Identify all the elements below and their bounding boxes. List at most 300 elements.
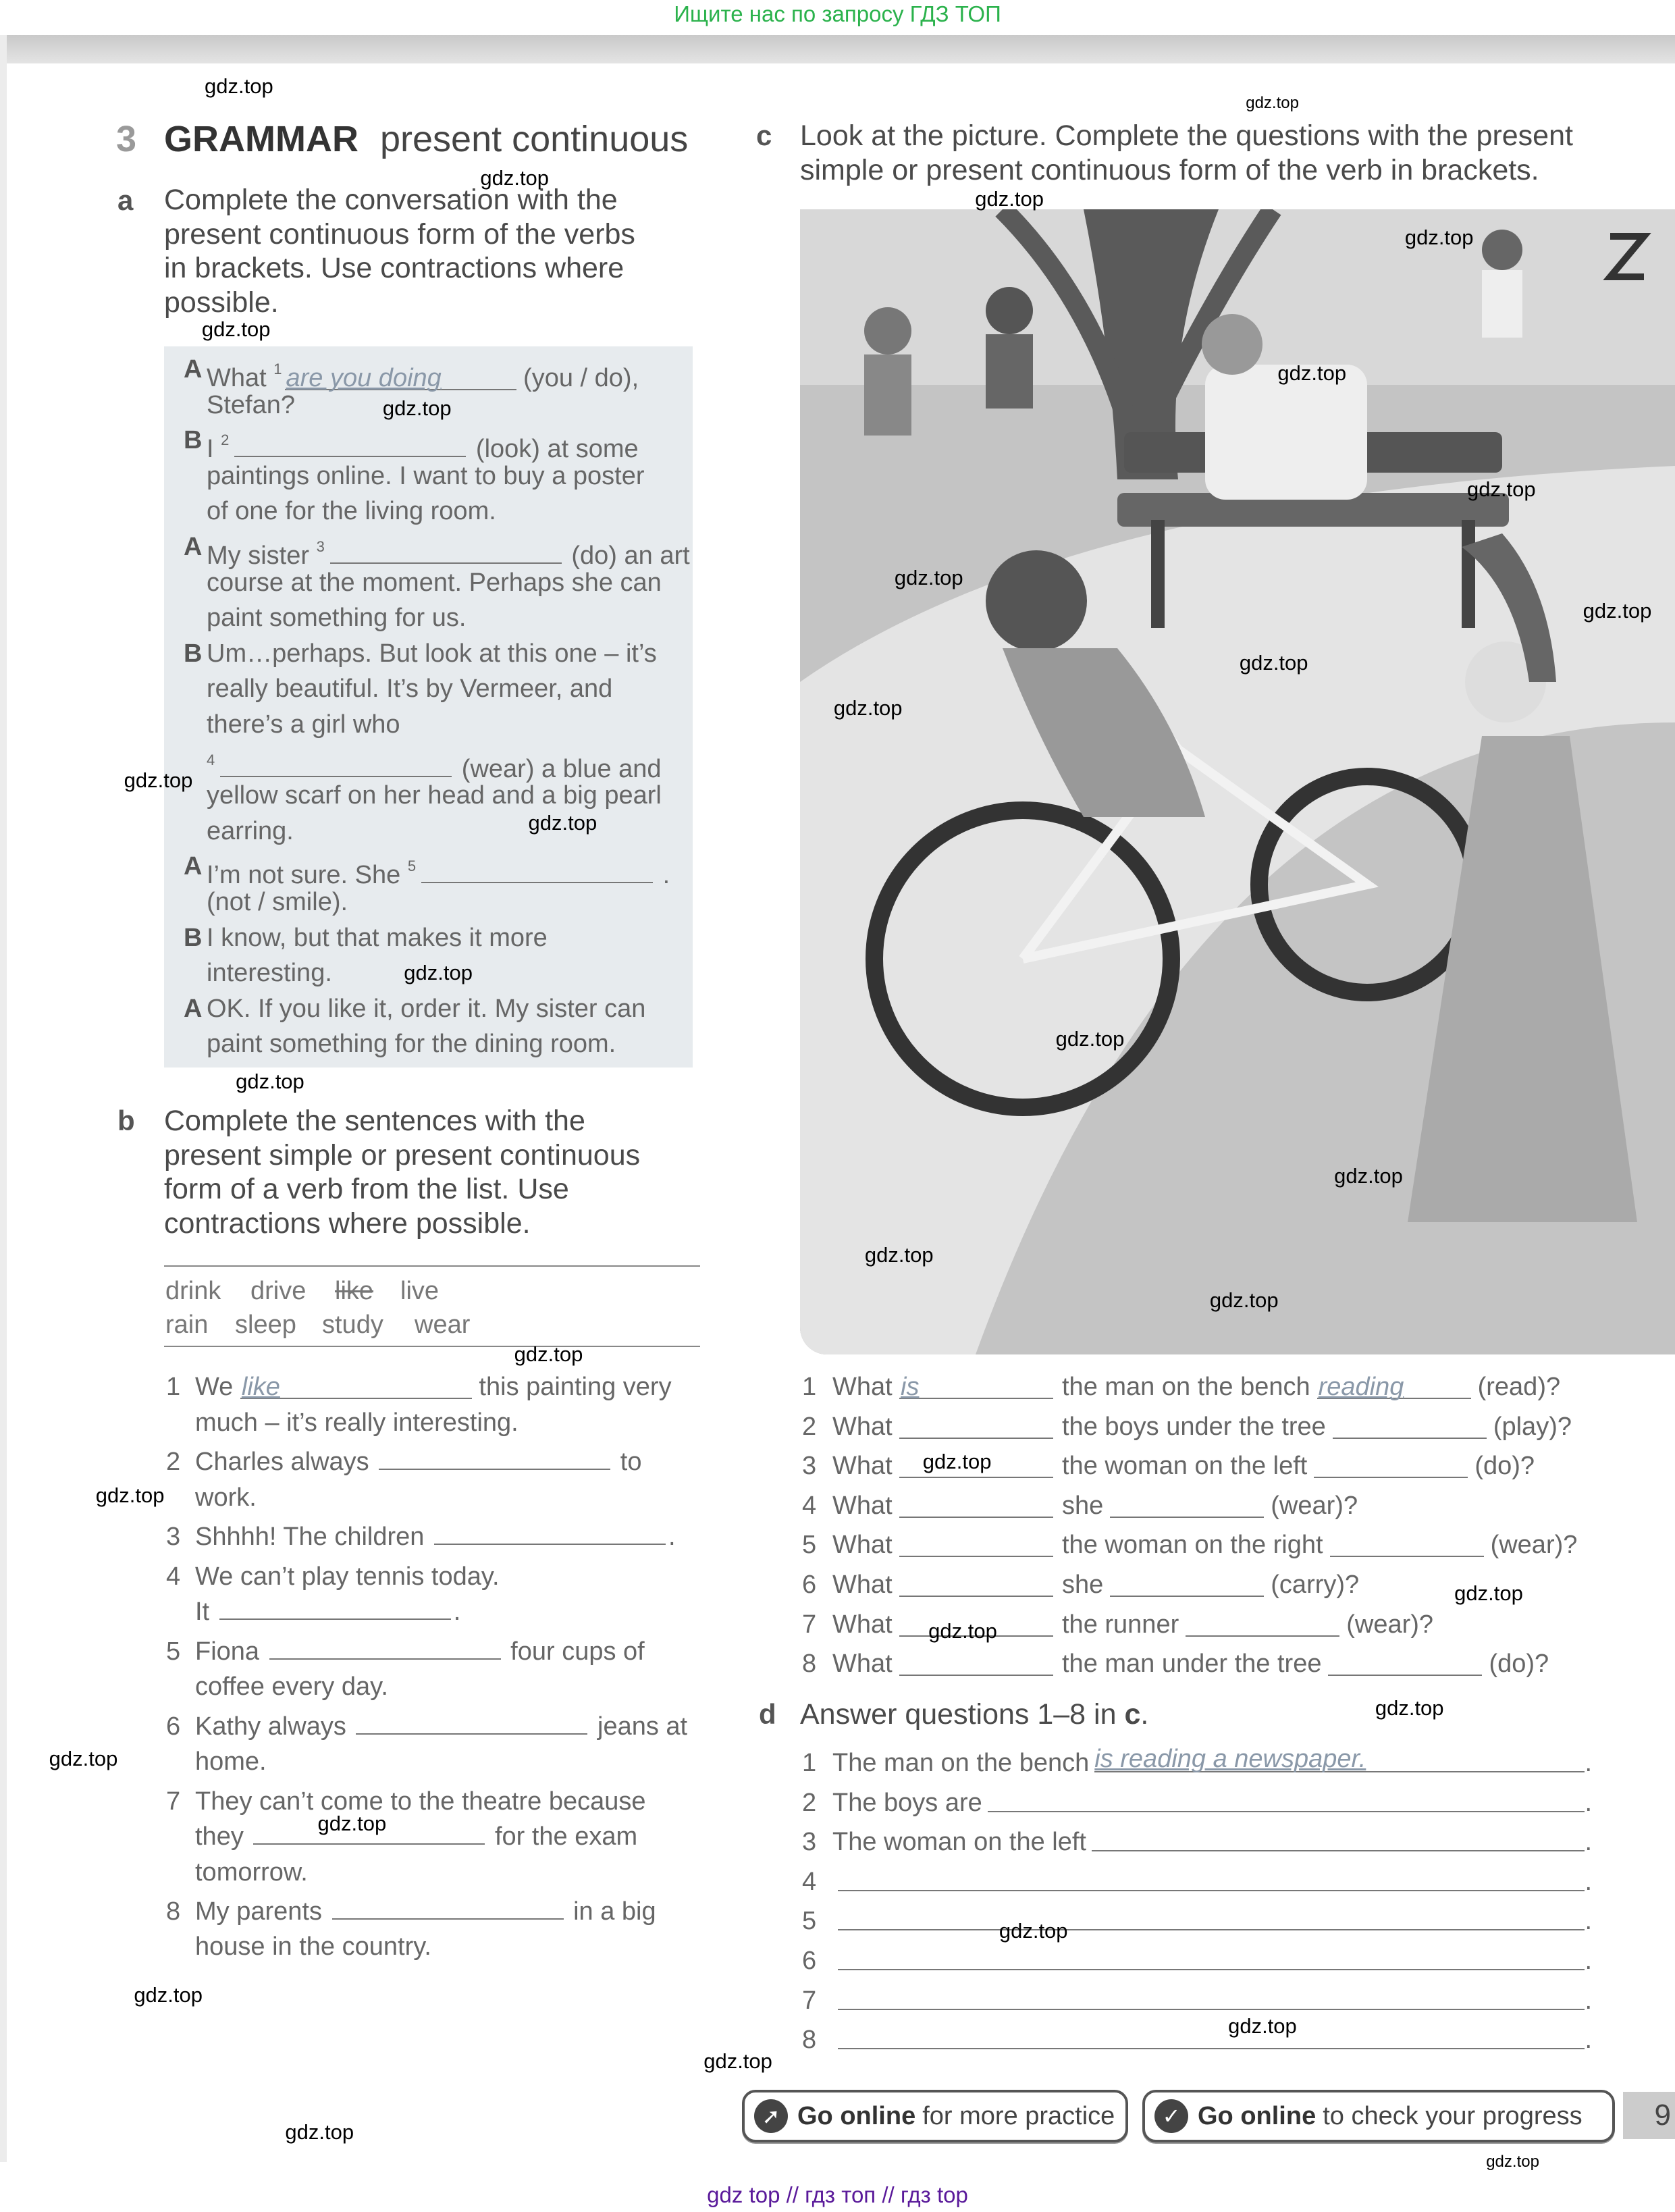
question-word: What xyxy=(832,1650,893,1679)
sentence-text xyxy=(195,1822,637,1851)
text-segment: this painting very xyxy=(471,1373,672,1401)
word-list-item: study xyxy=(322,1311,383,1339)
go-online-progress-button[interactable] xyxy=(1142,2090,1615,2142)
watermark: gdz.top xyxy=(703,2049,772,2074)
sentence-text xyxy=(195,1932,431,1961)
text-segment: What xyxy=(207,364,274,392)
sentence-text xyxy=(195,1897,656,1926)
word-list-bottom-rule xyxy=(164,1346,700,1347)
watermark: gdz.top xyxy=(404,960,473,984)
text-segment: Charles always xyxy=(195,1448,377,1476)
word-list-item: sleep xyxy=(235,1311,296,1339)
watermark: gdz.top xyxy=(317,1812,387,1836)
answer-text xyxy=(899,1531,901,1559)
text-segment: . xyxy=(453,1598,461,1626)
sentence-line xyxy=(166,1405,519,1440)
sentence-line xyxy=(166,1894,656,1929)
text-segment: Kathy always xyxy=(195,1712,354,1741)
bottom-links[interactable]: gdz top // гдз топ // гдз top xyxy=(707,2182,968,2207)
answer-row xyxy=(802,1983,1592,2018)
sentence-text xyxy=(195,1523,676,1551)
dialogue-line xyxy=(184,991,645,1026)
sentence-line xyxy=(166,1819,637,1854)
answer-blank[interactable] xyxy=(379,1446,610,1470)
exercise-c-instructions xyxy=(800,119,1573,187)
exercise-c-letter: c xyxy=(756,120,772,151)
speaker-label: A xyxy=(184,994,203,1023)
period: . xyxy=(1585,2026,1592,2055)
sentence-text xyxy=(195,1373,672,1401)
period: . xyxy=(1585,1986,1592,2015)
sentence-number: 2 xyxy=(166,1448,181,1476)
answer-blank[interactable] xyxy=(1314,1454,1468,1478)
answer-blank[interactable] xyxy=(1110,1573,1264,1597)
question-subject: the runner xyxy=(1062,1610,1179,1639)
text-segment: We can’t play tennis today. xyxy=(195,1562,500,1591)
answer-blank[interactable] xyxy=(332,1895,564,1920)
text-segment: paint something for us. xyxy=(207,604,467,633)
sentence-line xyxy=(166,1444,641,1479)
sentence-line xyxy=(166,1480,257,1515)
answer-row xyxy=(802,1943,1592,1978)
answer-blank[interactable] xyxy=(899,1494,1053,1518)
answer-line[interactable] xyxy=(838,1864,1585,1891)
watermark: gdz.top xyxy=(1239,651,1308,675)
question-number: 5 xyxy=(802,1531,817,1560)
answer-prefix: The boys are xyxy=(832,1788,982,1817)
dialogue-line xyxy=(184,388,295,423)
sentence-line xyxy=(166,1709,687,1744)
answer-line[interactable] xyxy=(838,1983,1585,2010)
word-list-item-crossed: like xyxy=(335,1277,374,1305)
question-rest xyxy=(1062,1448,1535,1483)
page-top-bar xyxy=(7,35,1675,63)
question-number: 2 xyxy=(802,1412,817,1441)
exercise-a-instructions xyxy=(164,183,635,319)
text-segment: four cups of xyxy=(503,1637,645,1666)
answer-number: 3 xyxy=(802,1828,817,1857)
question-subject: the man on the bench xyxy=(1062,1373,1310,1401)
watermark: gdz.top xyxy=(1583,598,1652,623)
answer-blank[interactable] xyxy=(330,539,562,564)
question-word: What xyxy=(832,1531,893,1560)
park-illustration xyxy=(800,209,1675,1354)
watermark: gdz.top xyxy=(480,165,550,190)
speaker-label: A xyxy=(184,355,203,384)
instruction-line: contractions where possible. xyxy=(164,1207,531,1240)
question-word: What xyxy=(832,1571,893,1599)
period: . xyxy=(1585,1947,1592,1975)
answer-field[interactable]: are you doing xyxy=(285,366,516,390)
sentence-line xyxy=(166,1929,431,1964)
answer-text xyxy=(1314,1452,1315,1480)
answer-row xyxy=(802,1824,1592,1860)
text-segment: paintings online. I want to buy a poster xyxy=(207,461,645,490)
text-segment: of one for the living room. xyxy=(207,497,496,526)
watermark: gdz.top xyxy=(134,1982,203,2007)
answer-blank[interactable] xyxy=(1186,1612,1339,1637)
page-edge xyxy=(0,35,7,2162)
instruction-line: in brackets. Use contractions where xyxy=(164,252,624,284)
text-segment: in a big xyxy=(566,1897,656,1926)
dialogue-line xyxy=(184,920,548,955)
watermark: gdz.top xyxy=(1334,1164,1403,1188)
verb-hint: (do)? xyxy=(1474,1452,1535,1481)
answer-line[interactable] xyxy=(838,2022,1585,2049)
answer-text: reading xyxy=(1318,1373,1404,1401)
item-number: 5 xyxy=(407,858,417,875)
sentence-line xyxy=(166,1784,646,1819)
item-number: 3 xyxy=(316,538,325,555)
question-number: 1 xyxy=(802,1373,817,1401)
watermark: gdz.top xyxy=(1404,225,1474,249)
text-segment: I know, but that makes it more xyxy=(207,923,548,952)
watermark: gdz.top xyxy=(1486,2152,1539,2171)
dialogue-line xyxy=(184,955,332,991)
answer-text xyxy=(899,1610,901,1639)
dialogue-text xyxy=(207,781,662,810)
text-segment: Stefan? xyxy=(207,390,295,419)
answer-blank[interactable] xyxy=(1110,1494,1264,1518)
question-number: 7 xyxy=(802,1610,817,1639)
instruction-line: Complete the conversation with the xyxy=(164,184,618,216)
word-list-item: wear xyxy=(415,1311,471,1339)
text-segment: house in the country. xyxy=(195,1932,431,1961)
instruction-line: present continuous form of the verbs xyxy=(164,217,635,251)
word-list-top-rule xyxy=(164,1265,700,1267)
text-segment: I’m not sure. She xyxy=(207,861,408,890)
instruction-line: present simple or present continuous xyxy=(164,1138,641,1171)
text-segment: yellow scarf on her head and a big pearl xyxy=(207,781,662,810)
question-rest xyxy=(1062,1488,1358,1523)
answer-text xyxy=(1328,1650,1329,1678)
word-list-item: drink xyxy=(165,1277,221,1305)
search-banner[interactable]: Ищите нас по запросу ГДЗ ТОП xyxy=(674,1,1001,26)
instruction-bold: c xyxy=(1124,1698,1141,1731)
answer-blank[interactable] xyxy=(356,1710,587,1735)
text-segment: They can’t come to the theatre because xyxy=(195,1787,646,1816)
exercise-d-letter: d xyxy=(759,1698,776,1730)
question-word: What xyxy=(832,1491,893,1520)
sentence-line xyxy=(166,1669,388,1704)
speaker-label: A xyxy=(184,533,203,561)
answer-blank[interactable] xyxy=(899,1533,1053,1557)
go-online-practice-button[interactable] xyxy=(742,2090,1128,2142)
sentence-line xyxy=(166,1744,267,1779)
watermark: gdz.top xyxy=(833,696,903,720)
watermark: gdz.top xyxy=(514,1342,583,1367)
verb-hint: (wear)? xyxy=(1346,1610,1434,1639)
question-word: What xyxy=(832,1373,893,1401)
section-title: GRAMMAR xyxy=(164,119,358,159)
period: . xyxy=(1585,1907,1592,1936)
verb-hint: (read)? xyxy=(1477,1373,1561,1401)
speaker-label: B xyxy=(184,639,203,668)
text-segment: jeans at xyxy=(590,1712,688,1741)
text-segment: home. xyxy=(195,1747,267,1776)
text-segment: much – it’s really interesting. xyxy=(195,1408,519,1437)
dialogue-line xyxy=(184,671,612,706)
question-rest xyxy=(1062,1607,1433,1642)
text-segment: It xyxy=(195,1598,217,1626)
text-segment: OK. If you like it, order it. My sister can xyxy=(207,994,646,1023)
page-number: 9 xyxy=(1623,2092,1675,2139)
answer-blank[interactable] xyxy=(434,1521,666,1545)
text-segment: course at the moment. Perhaps she can xyxy=(207,568,662,597)
sentence-text xyxy=(195,1858,308,1887)
answer-blank[interactable] xyxy=(899,1415,1053,1439)
answer-field[interactable]: like xyxy=(240,1375,472,1399)
sentence-number: 5 xyxy=(166,1637,181,1666)
word-list-item: rain xyxy=(165,1311,209,1339)
watermark: gdz.top xyxy=(382,396,452,421)
dialogue-text xyxy=(207,924,548,952)
answer-text xyxy=(899,1452,901,1480)
answer-blank[interactable] xyxy=(234,433,466,457)
watermark: gdz.top xyxy=(864,1243,934,1267)
item-number: 4 xyxy=(207,751,215,768)
answer-blank[interactable] xyxy=(220,753,452,777)
answer-line[interactable]: is reading a newspaper. xyxy=(1094,1745,1585,1772)
question-number: 6 xyxy=(802,1571,817,1599)
answer-prefix: The woman on the left xyxy=(832,1828,1086,1857)
answer-blank[interactable] xyxy=(899,1652,1053,1676)
item-number: 1 xyxy=(273,361,282,377)
sentence-text xyxy=(195,1747,267,1776)
dialogue-text xyxy=(207,1030,616,1058)
answer-number: 7 xyxy=(802,1986,817,2015)
answer-text xyxy=(1110,1492,1111,1520)
text-segment: coffee every day. xyxy=(195,1673,388,1701)
watermark: gdz.top xyxy=(95,1483,165,1508)
instruction-end: . xyxy=(1140,1698,1149,1731)
section-subtitle: present continuous xyxy=(380,119,689,159)
cursor-arrow-icon: ➚ xyxy=(754,2099,788,2133)
instruction-line: Complete the sentences with the xyxy=(164,1105,585,1137)
verb-hint: (do)? xyxy=(1489,1650,1549,1679)
answer-number: 1 xyxy=(802,1749,817,1777)
period: . xyxy=(1585,1749,1592,1777)
dialogue-text xyxy=(207,497,496,525)
answer-blank[interactable] xyxy=(1333,1415,1487,1439)
exercise-d-instructions xyxy=(800,1697,1148,1732)
question-rest xyxy=(1062,1567,1359,1602)
verb-hint: (wear)? xyxy=(1490,1531,1578,1560)
watermark: gdz.top xyxy=(201,317,271,341)
dialogue-text xyxy=(207,710,400,739)
checkmark-icon: ✓ xyxy=(1154,2099,1188,2133)
exercise-a-letter: a xyxy=(117,184,134,216)
dialogue-line xyxy=(184,814,294,849)
sentence-number: 1 xyxy=(166,1373,181,1401)
watermark: gdz.top xyxy=(1277,361,1347,385)
answer-text: is xyxy=(901,1373,920,1401)
answer-text xyxy=(1333,1413,1334,1441)
text-segment: really beautiful. It’s by Vermeer, and xyxy=(207,675,613,704)
watermark: gdz.top xyxy=(999,1919,1068,1943)
question-rest xyxy=(1062,1369,1560,1404)
answer-line[interactable] xyxy=(838,1943,1585,1970)
text-segment: Shhhh! The children xyxy=(195,1523,431,1551)
dialogue-text xyxy=(207,639,657,668)
speaker-label: A xyxy=(184,852,203,881)
text-segment: I xyxy=(207,435,221,464)
item-number: 2 xyxy=(221,431,230,449)
sentence-text xyxy=(195,1448,641,1476)
dialogue-line xyxy=(184,778,662,813)
button-bold-label: Go online xyxy=(1198,2101,1317,2130)
dialogue-text xyxy=(207,995,645,1023)
watermark: gdz.top xyxy=(1246,93,1299,112)
instruction-text: Answer questions 1–8 in xyxy=(800,1698,1125,1731)
watermark: gdz.top xyxy=(894,566,963,590)
text-segment: to xyxy=(613,1448,642,1476)
question-subject: the boys under the tree xyxy=(1062,1412,1326,1441)
answer-blank[interactable] xyxy=(269,1635,501,1660)
period: . xyxy=(1585,1867,1592,1896)
watermark: gdz.top xyxy=(205,74,273,98)
text-segment: (not / smile). xyxy=(207,888,348,916)
sentence-line xyxy=(166,1855,308,1890)
text-segment: . xyxy=(668,1523,676,1551)
sentence-text xyxy=(195,1637,645,1666)
question-rest xyxy=(1062,1527,1577,1562)
sentence-text xyxy=(195,1562,500,1591)
speaker-label: B xyxy=(184,426,203,455)
watermark: gdz.top xyxy=(1454,1581,1523,1605)
sentence-text xyxy=(195,1712,687,1741)
watermark: gdz.top xyxy=(236,1069,304,1093)
sentence-line xyxy=(166,1634,645,1669)
answer-blank[interactable] xyxy=(899,1375,1053,1399)
answer-blank[interactable] xyxy=(1317,1375,1471,1399)
dialogue-text xyxy=(207,888,348,916)
button-label: to check your progress xyxy=(1323,2101,1583,2130)
section-number: 3 xyxy=(116,119,137,159)
verb-hint: (play)? xyxy=(1493,1412,1572,1441)
text-segment: (you / do), xyxy=(516,364,639,392)
answer-line[interactable] xyxy=(988,1785,1585,1812)
dialogue-line xyxy=(184,885,348,920)
answer-text xyxy=(899,1571,901,1599)
answer-line[interactable] xyxy=(838,1903,1585,1930)
answer-blank[interactable] xyxy=(219,1596,451,1620)
text-segment: work. xyxy=(195,1483,257,1512)
exercise-b-instructions xyxy=(164,1104,640,1240)
answer-text xyxy=(1330,1531,1331,1559)
period: . xyxy=(1585,1788,1592,1817)
dialogue-text xyxy=(207,675,612,703)
answer-text xyxy=(1186,1610,1187,1639)
sentence-number: 3 xyxy=(166,1523,181,1551)
question-subject: the woman on the right xyxy=(1062,1531,1323,1560)
watermark: gdz.top xyxy=(285,2119,354,2144)
period: . xyxy=(1585,1828,1592,1857)
sentence-text xyxy=(195,1598,460,1626)
text-segment: My parents xyxy=(195,1897,329,1926)
button-label: for more practice xyxy=(922,2101,1115,2130)
instruction-line: form of a verb from the list. Use xyxy=(164,1173,569,1205)
question-word: What xyxy=(832,1412,893,1441)
word-list-item: drive xyxy=(250,1277,307,1305)
answer-text xyxy=(899,1492,901,1520)
sentence-line xyxy=(166,1519,676,1554)
question-subject: the man under the tree xyxy=(1062,1650,1322,1679)
dialogue-text xyxy=(207,817,294,845)
sentence-line xyxy=(166,1369,672,1404)
sentence-text xyxy=(195,1408,519,1437)
text-segment: for the exam xyxy=(487,1822,638,1851)
text-segment: We xyxy=(195,1373,240,1401)
answer-row xyxy=(802,1745,1592,1781)
dialogue-text xyxy=(207,959,332,987)
sentence-number: 7 xyxy=(166,1787,181,1816)
answer-number: 2 xyxy=(802,1788,817,1817)
answer-number: 5 xyxy=(802,1907,817,1936)
answer-text xyxy=(1110,1571,1111,1599)
question-number: 4 xyxy=(802,1491,817,1520)
answer-row xyxy=(802,1785,1592,1820)
text-segment: there’s a girl who xyxy=(207,710,400,739)
text-segment: paint something for the dining room. xyxy=(207,1030,616,1059)
answer-row xyxy=(802,1864,1592,1899)
question-subject: she xyxy=(1062,1491,1104,1520)
answer-text xyxy=(899,1413,901,1441)
dialogue-text xyxy=(207,604,466,632)
answer-blank[interactable] xyxy=(1328,1652,1482,1676)
answer-number: 6 xyxy=(802,1947,817,1975)
dialogue-line xyxy=(184,494,496,529)
answer-blank[interactable] xyxy=(899,1573,1053,1597)
dialogue-line xyxy=(184,1026,616,1061)
text-segment: Fiona xyxy=(195,1637,267,1666)
question-rest xyxy=(1062,1646,1549,1681)
question-subject: she xyxy=(1062,1571,1104,1599)
instruction-line: simple or present continuous form of the verb in brackets. xyxy=(800,153,1539,186)
answer-blank[interactable] xyxy=(1330,1533,1484,1557)
sentence-text xyxy=(195,1787,646,1816)
text-segment: . xyxy=(656,861,670,890)
text-segment: they xyxy=(195,1822,251,1851)
text-segment: (wear) a blue and xyxy=(454,754,662,783)
text-segment: interesting. xyxy=(207,959,332,988)
answer-line[interactable] xyxy=(1092,1824,1585,1851)
button-bold-label: Go online xyxy=(797,2101,916,2130)
watermark: gdz.top xyxy=(1466,477,1536,501)
answer-number: 8 xyxy=(802,2026,817,2055)
answer-row xyxy=(802,2022,1592,2057)
text-segment: earring. xyxy=(207,816,294,845)
text-segment: (look) at some xyxy=(469,435,639,464)
dialogue-text xyxy=(207,569,662,597)
sentence-line xyxy=(166,1559,500,1594)
answer-blank[interactable] xyxy=(421,859,653,883)
speaker-label: B xyxy=(184,923,203,952)
watermark: gdz.top xyxy=(124,768,193,792)
question-number: 8 xyxy=(802,1650,817,1679)
question-subject: the woman on the left xyxy=(1062,1452,1308,1481)
dialogue-line xyxy=(184,565,662,600)
exercise-b-letter: b xyxy=(117,1105,135,1136)
question-number: 3 xyxy=(802,1452,817,1481)
dialogue-line xyxy=(184,636,657,671)
watermark: gdz.top xyxy=(1228,2013,1297,2038)
question-word: What xyxy=(832,1452,893,1481)
sentence-line xyxy=(166,1594,460,1629)
text-segment: Um…perhaps. But look at this one – it’s xyxy=(207,639,657,668)
instruction-line: possible. xyxy=(164,286,279,319)
sentence-text xyxy=(195,1673,388,1701)
